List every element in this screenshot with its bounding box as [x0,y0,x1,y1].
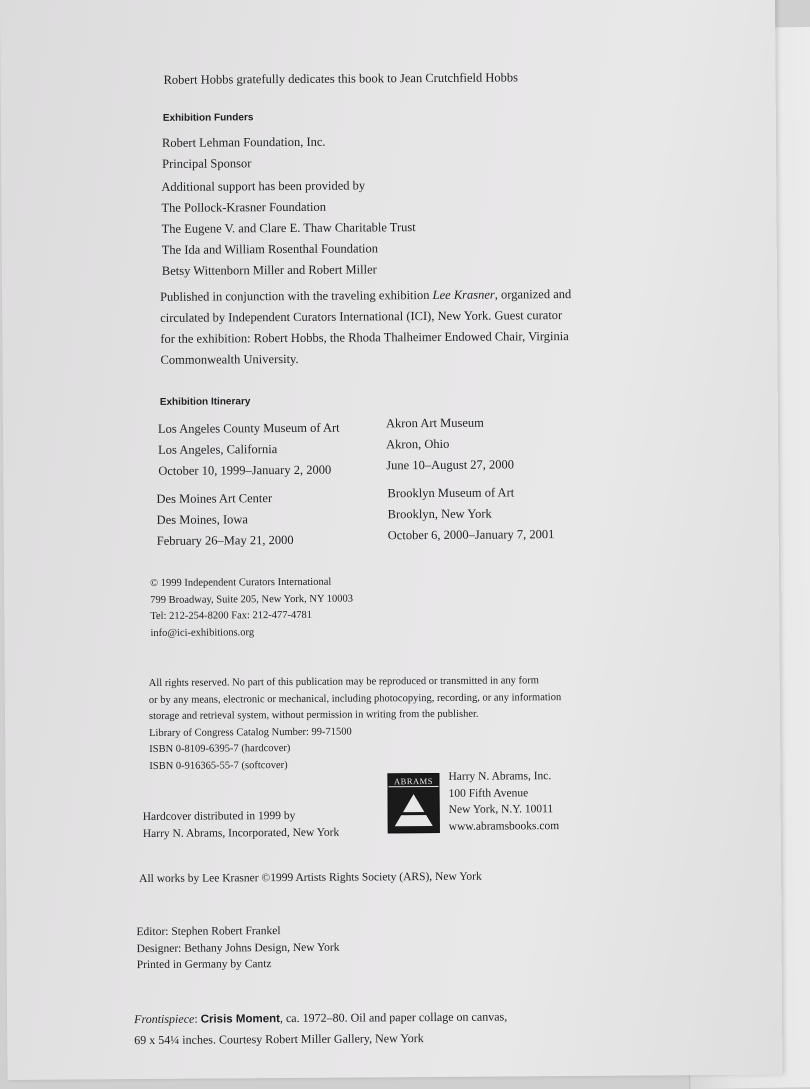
copyright-line: © 1999 Independent Curators International [150,576,332,589]
abrams-logo: ABRAMS [387,773,439,833]
venue-dates: October 6, 2000–January 7, 2001 [387,527,555,543]
copyright-line: 799 Broadway, Suite 205, New York, NY 10003 [150,593,354,606]
copyright-line: Tel: 212-254-8200 Fax: 212-477-4781 [150,609,313,622]
frontispiece-line-2: 69 x 54¼ inches. Courtesy Robert Miller Gallery, New York [134,1031,424,1048]
support-line: The Ida and William Rosenthal Foundation [161,241,379,257]
dedication: Robert Hobbs gratefully dedicates this book to Jean Crutchfield Hobbs [163,70,519,87]
funder-line: Principal Sponsor [162,156,252,171]
isbn-hardcover: ISBN 0-8109-6395-7 (hardcover) [149,742,291,755]
venue-name: Des Moines Art Center [156,491,273,506]
venue-dates: February 26–May 21, 2000 [156,532,294,548]
rights-statement [149,673,562,775]
publisher-street: 100 Fifth Avenue [448,786,529,800]
venue-city: Des Moines, Iowa [156,512,248,527]
support-line: The Pollock-Krasner Foundation [161,199,327,215]
principal-sponsor [162,132,326,175]
venue-des-moines [156,488,293,552]
venue-name: Akron Art Museum [385,415,484,431]
rights-line: All rights reserved. No part of this publication may be reproduced or transmitted in any form [148,675,539,689]
abrams-triangle-icon [389,788,439,832]
publisher-name: Harry N. Abrams, Inc. [448,770,552,783]
publisher-city: New York, N.Y. 10011 [448,803,554,816]
venue-name: Los Angeles County Museum of Art [157,420,340,436]
distribution-note [143,808,340,842]
additional-support [161,175,416,282]
frontispiece-line-1: Frontispiece: Crisis Moment, ca. 1972–80. Oil and paper collage on canvas, [134,1009,508,1027]
venue-dates: June 10–August 27, 2000 [386,457,515,473]
published-line-4: Commonwealth University. [160,351,299,367]
credits [136,923,339,974]
venue-city: Brooklyn, New York [387,506,492,522]
printer-credit: Printed in Germany by Cantz [136,958,272,972]
venue-dates: October 10, 1999–January 2, 2000 [158,462,332,478]
rights-line: storage and retrieval system, without permission in writing from the publisher. [148,708,479,722]
ici-copyright [150,575,353,642]
venue-brooklyn [387,482,554,546]
published-line-1: Published in conjunction with the traveling exhibition Lee Krasner, organized and [160,287,572,304]
support-line: The Eugene V. and Clare E. Thaw Charitable Trust [161,220,416,236]
support-line: Additional support has been provided by [161,178,366,194]
venue-akron [386,412,514,476]
published-note [160,284,572,371]
designer-credit: Designer: Bethany Johns Design, New York [136,941,340,955]
isbn-softcover: ISBN 0-916365-55-7 (softcover) [149,759,288,772]
venue-name: Brooklyn Museum of Art [387,485,515,501]
catalog-number: Library of Congress Catalog Number: 99-71500 [149,726,352,739]
artist-rights: All works by Lee Krasner ©1999 Artists Rights Society (ARS), New York [139,870,482,886]
venue-city: Akron, Ohio [386,436,450,452]
publisher-website: www.abramsbooks.com [448,819,560,833]
publisher-address [448,768,559,835]
distribution-line: Hardcover distributed in 1999 by [142,809,296,824]
rights-line: or by any means, electronic or mechanical, including photocopying, recording, or any information [148,691,562,706]
frontispiece-caption [134,1006,507,1051]
distribution-line: Harry N. Abrams, Incorporated, New York [142,826,340,840]
itinerary-heading: Exhibition Itinerary [159,396,251,408]
published-line-3: for the exhibition: Robert Hobbs, the Rhoda Thalheimer Endowed Chair, Virginia [160,329,569,346]
funders-heading: Exhibition Funders [162,112,254,124]
copyright-line: info@ici-exhibitions.org [150,626,255,639]
support-line: Betsy Wittenborn Miller and Robert Miller [161,262,377,278]
editor-credit: Editor: Stephen Robert Frankel [136,925,281,939]
funder-line: Robert Lehman Foundation, Inc. [161,134,326,150]
venue-la [158,418,340,482]
venue-city: Los Angeles, California [158,442,278,457]
published-line-2: circulated by Independent Curators International (ICI), New York. Guest curator [160,308,563,325]
